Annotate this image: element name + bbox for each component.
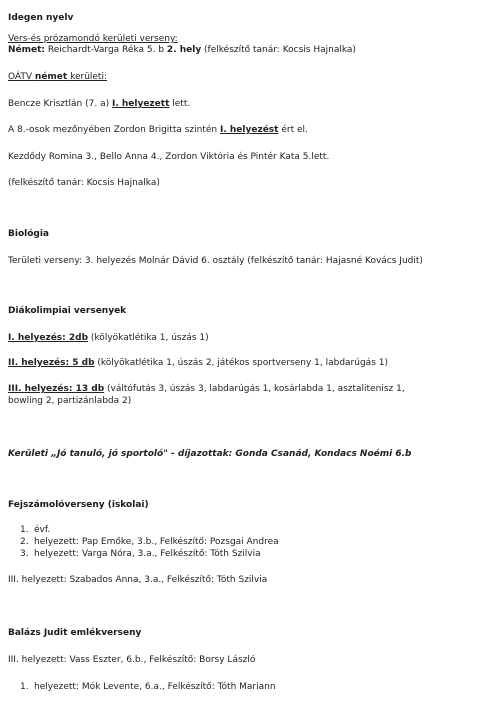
vers-title: Vers-és prózamondó kerületi verseny:	[8, 34, 178, 44]
diak-row-3	[8, 384, 405, 395]
a8-text: A 8.-osok mezőnyében Zordon Brigitta szintén	[8, 125, 220, 135]
diak-row-3-detail: (váltófutás 3, úszás 3, labdarúgás 1, kosárlabda 1, asztalitenisz 1,	[104, 384, 405, 394]
section-title-balazs-judit: Balázs Judit emlékverseny	[8, 628, 142, 638]
list-text: helyezett: Pap Emőke, 3.b., Felkészítő: Pozsgai Andrea	[34, 537, 279, 547]
bencze-line	[8, 99, 190, 110]
diak-row-2-label: II. helyezés: 5 db	[8, 358, 95, 368]
section-title-idegen-nyelv: Idegen nyelv	[8, 13, 74, 23]
bencze-place: I. helyezett	[111, 99, 170, 109]
nemet-label: Német:	[8, 45, 46, 55]
fejszamolo-item-3	[20, 549, 261, 560]
diak-row-2	[8, 358, 388, 369]
a8-end: ért el.	[278, 125, 308, 135]
diak-row-1-label: I. helyezés: 2db	[8, 333, 89, 343]
bencze-end: lett.	[169, 99, 191, 109]
diak-row-2-detail: (kölyökatlétika 1, úszás 2, játékos sportverseny 1, labdarúgás 1)	[94, 358, 388, 368]
list-number: 1.	[20, 525, 29, 535]
kezdody-line: Kezdődy Romina 3., Bello Anna 4., Zordon Viktória és Pintér Kata 5.lett.	[8, 152, 330, 162]
fejszamolo-item-1	[20, 525, 50, 536]
section-title-diakolimpia: Diákolimpiai versenyek	[8, 306, 127, 316]
fejszamolo-item-2	[20, 537, 279, 548]
list-text: helyezett: Mók Levente, 6.a., Felkészítő: Tóth Mariann	[34, 682, 276, 692]
biologia-text: Területi verseny: 3. helyezés Molnár Dávid 6. osztály (felkészítő tanár: Hajasné Kovács Judit)	[8, 256, 423, 266]
fejszamolo-third: III. helyezett: Szabados Anna, 3.a., Felkészítő: Tóth Szilvia	[8, 575, 268, 585]
diak-row-3-cont: bowling 2, partizánlabda 2)	[8, 396, 132, 406]
balazs-third: III. helyezett: Vass Eszter, 6.b., Felkészítő: Borsy László	[8, 655, 256, 665]
a8-line	[8, 125, 308, 136]
nemet-teacher: (felkészítő tanár: Kocsis Hajnalka)	[201, 45, 356, 55]
oatv-b: német	[34, 72, 68, 82]
oatv-heading	[8, 72, 107, 83]
nemet-line	[8, 45, 356, 56]
diak-row-1	[8, 333, 209, 344]
oatv-c: kerületi:	[67, 72, 107, 82]
list-text: helyezett: Varga Nóra, 3.a., Felkészítő: Tóth Szilvia	[34, 549, 261, 559]
list-number: 3.	[20, 549, 29, 559]
bencze-text: Bencze Krisztlán (7. a)	[8, 99, 112, 109]
a8-place: I. helyezést	[219, 125, 279, 135]
list-text: évf.	[34, 525, 51, 535]
list-number: 2.	[20, 537, 29, 547]
nemet-name: Reichardt-Varga Réka 5. b	[45, 45, 167, 55]
diak-row-1-detail: (kölyökatlétika 1, úszás 1)	[88, 333, 209, 343]
jo-tanulo-line: Kerületi „Jó tanuló, jó sportoló" - díjazottak: Gonda Csanád, Kondacs Noémi 6.b	[8, 449, 412, 459]
teacher-line: (felkészítő tanár: Kocsis Hajnalka)	[8, 178, 160, 188]
balazs-item-1	[20, 682, 276, 693]
nemet-place: 2. hely	[166, 45, 202, 55]
diak-row-3-label: III. helyezés: 13 db	[8, 384, 105, 394]
section-title-fejszamolo: Fejszámolóverseny (iskolai)	[8, 500, 149, 510]
list-number: 1.	[20, 682, 29, 692]
oatv-a: OÁTV	[8, 72, 35, 82]
section-title-biologia: Biológia	[8, 229, 49, 239]
